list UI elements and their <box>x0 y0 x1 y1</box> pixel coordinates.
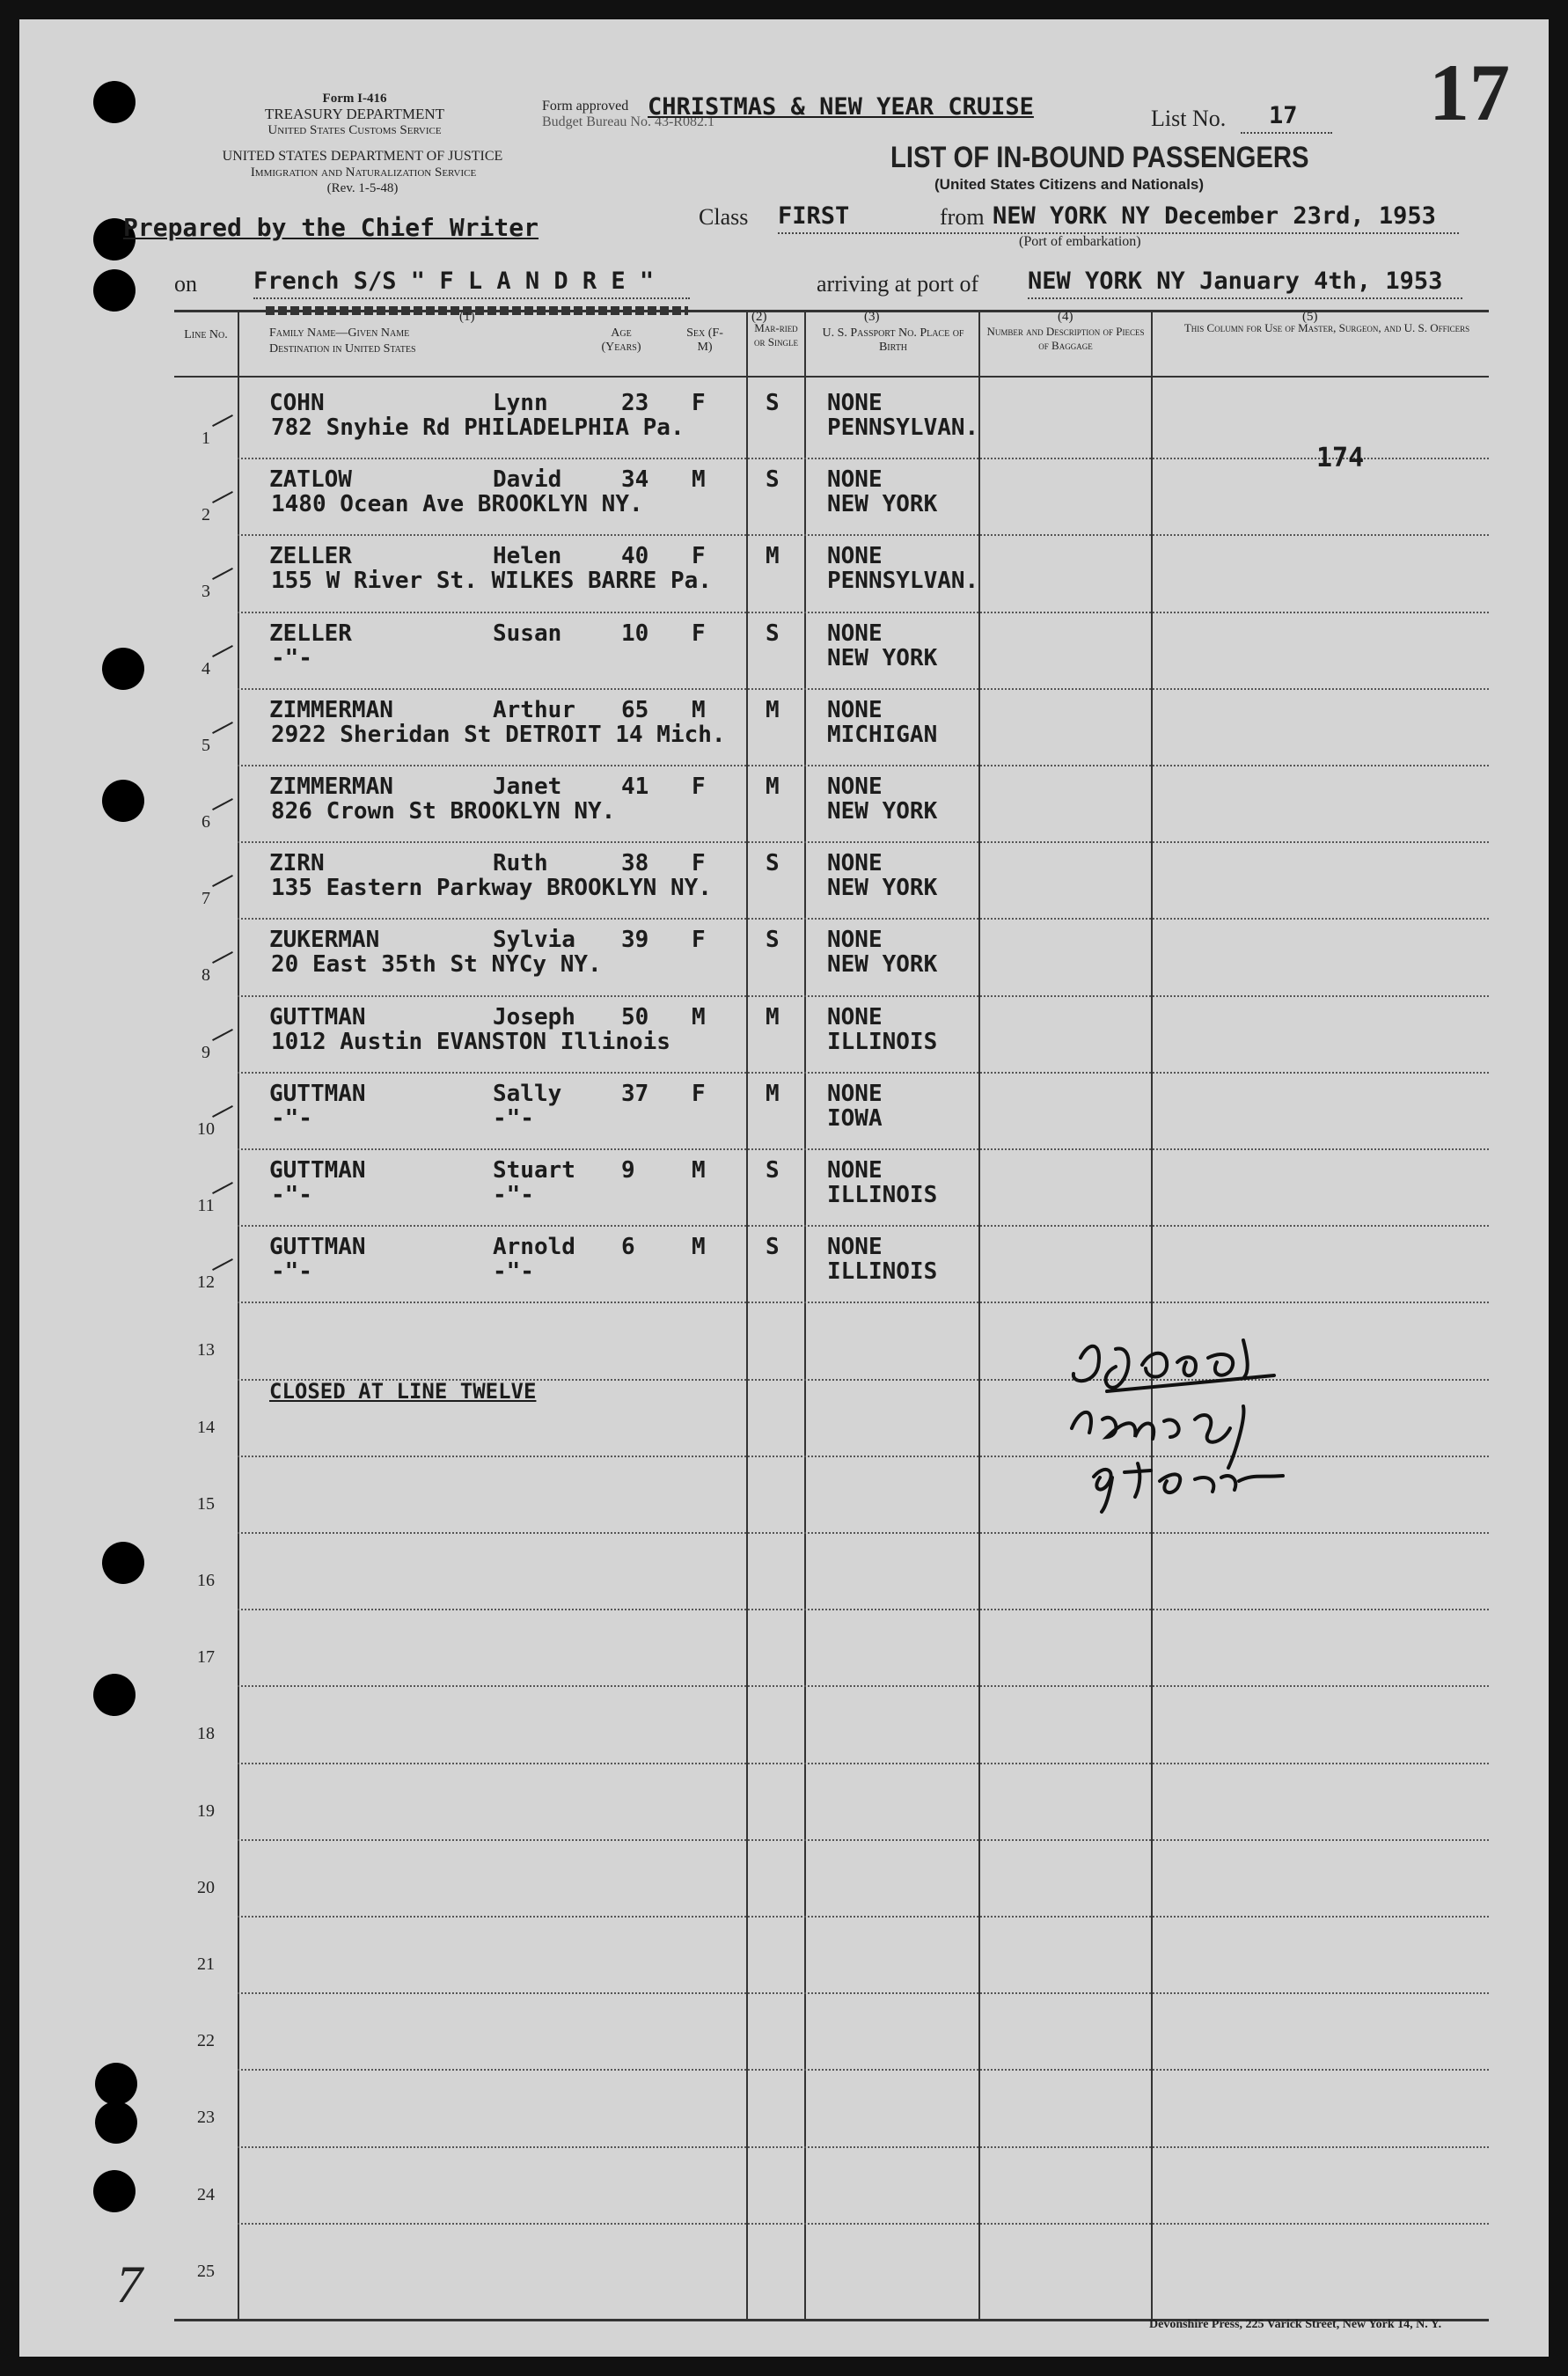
column-number: (1) <box>459 310 475 324</box>
row-divider <box>238 1532 1489 1534</box>
line-number: 11 <box>197 1196 215 1215</box>
embarkation-note: (Port of embarkation) <box>1019 234 1141 249</box>
passport-number: NONE <box>827 466 883 494</box>
header-age: Age (Years) <box>601 326 641 354</box>
place-of-birth: ILLINOIS <box>827 1028 938 1055</box>
passenger-given-name: Joseph <box>493 1003 575 1030</box>
row-divider <box>238 612 1489 613</box>
immigration-service: Immigration and Naturalization Service <box>250 165 477 180</box>
line-number: 2 <box>201 505 210 525</box>
row-divider <box>238 918 1489 920</box>
passenger-given-name: Janet <box>493 774 562 800</box>
passport-number: NONE <box>827 620 883 647</box>
header-name: Family Name—Given Name <box>269 326 410 340</box>
row-divider <box>238 1916 1489 1918</box>
line-number: 23 <box>197 2108 215 2128</box>
header-baggage: Number and Description of Pieces of Baggage <box>986 325 1145 352</box>
passenger-family-name: GUTTMAN <box>269 1080 366 1107</box>
column-divider <box>1151 312 1153 2319</box>
passenger-age: 6 <box>621 1234 635 1261</box>
passenger-destination: 826 Crown St BROOKLYN NY. <box>271 798 616 825</box>
passenger-given-name: Ruth <box>493 850 548 877</box>
passenger-given-name: Stuart <box>493 1157 575 1184</box>
passenger-destination-ditto: -"- <box>493 1258 534 1286</box>
passport-number: NONE <box>827 1234 883 1261</box>
passenger-age: 41 <box>621 774 649 800</box>
inspector-signature <box>1054 1323 1424 1516</box>
passenger-family-name: ZELLER <box>269 543 352 570</box>
arriving-value: NEW YORK NY January 4th, 1953 <box>1028 268 1443 295</box>
passenger-sex: M <box>692 466 706 494</box>
passenger-marital-status: M <box>766 774 780 800</box>
punch-hole <box>102 648 144 690</box>
class-value: FIRST <box>778 202 850 230</box>
passenger-age: 39 <box>621 927 649 954</box>
passenger-marital-status: S <box>766 927 780 954</box>
line-number: 19 <box>197 1800 215 1821</box>
form-revision: (Rev. 1-5-48) <box>326 181 399 195</box>
line-number: 6 <box>201 812 210 832</box>
line-number: 24 <box>197 2184 215 2204</box>
passenger-age: 65 <box>621 696 649 723</box>
line-number: 20 <box>197 1877 215 1897</box>
place-of-birth: NEW YORK <box>827 491 938 518</box>
line-number: 12 <box>197 1272 215 1293</box>
place-of-birth: ILLINOIS <box>827 1182 938 1208</box>
header-divider <box>174 376 1489 378</box>
passenger-destination: 782 Snyhie Rd PHILADELPHIA Pa. <box>271 414 685 441</box>
header-passport: U. S. Passport No. Place of Birth <box>822 326 964 354</box>
line-check-mark <box>212 1105 233 1118</box>
passenger-sex: F <box>692 620 706 647</box>
line-number: 3 <box>201 582 210 602</box>
row-divider <box>238 688 1489 690</box>
passenger-destination: -"- <box>271 644 312 671</box>
arriving-underline <box>1028 297 1462 299</box>
passenger-sex: M <box>692 1234 706 1261</box>
passenger-family-name: ZELLER <box>269 620 352 647</box>
place-of-birth: NEW YORK <box>827 951 938 979</box>
passenger-destination: 155 W River St. WILKES BARRE Pa. <box>271 568 712 595</box>
passenger-destination: 20 East 35th St NYCy NY. <box>271 951 602 979</box>
passport-number: NONE <box>827 390 883 416</box>
line-check-mark <box>212 951 233 964</box>
passenger-family-name: ZUKERMAN <box>269 927 380 954</box>
line-check-mark <box>212 875 233 887</box>
passenger-marital-status: S <box>766 850 780 877</box>
passenger-family-name: ZATLOW <box>269 466 352 494</box>
passenger-destination: 1480 Ocean Ave BROOKLYN NY. <box>271 491 643 518</box>
row-divider <box>238 2069 1489 2071</box>
column-divider <box>804 312 806 2319</box>
line-number: 8 <box>201 965 210 986</box>
column-number: (3) <box>864 310 880 324</box>
cruise-title: CHRISTMAS & NEW YEAR CRUISE <box>648 93 1034 121</box>
line-number: 15 <box>197 1493 215 1514</box>
officer-note: 174 <box>1316 443 1365 473</box>
signature-scribble <box>1054 1323 1424 1516</box>
row-divider <box>238 1763 1489 1764</box>
passenger-age: 40 <box>621 543 649 570</box>
passenger-table <box>174 310 1489 2321</box>
header-line-no: Line No. <box>184 328 228 341</box>
passenger-sex: F <box>692 390 706 416</box>
list-underline <box>1241 132 1332 134</box>
passenger-destination: 135 Eastern Parkway BROOKLYN NY. <box>271 875 712 902</box>
passenger-destination: -"- <box>271 1104 312 1132</box>
punch-hole <box>93 2170 136 2212</box>
form-approved: Form approved <box>542 99 629 114</box>
line-number: 21 <box>197 1954 215 1974</box>
passenger-age: 9 <box>621 1157 635 1184</box>
place-of-birth: NEW YORK <box>827 644 938 671</box>
row-divider <box>238 1839 1489 1841</box>
row-divider <box>238 1302 1489 1303</box>
line-number: 16 <box>197 1571 215 1590</box>
from-label: from <box>940 204 985 230</box>
place-of-birth: ILLINOIS <box>827 1258 938 1286</box>
line-check-mark <box>212 722 233 734</box>
line-number: 22 <box>197 2031 215 2051</box>
list-number: 17 <box>1269 102 1298 129</box>
passenger-sex: M <box>692 1157 706 1184</box>
row-divider <box>238 2223 1489 2225</box>
line-number: 17 <box>197 1647 215 1668</box>
list-label: List No. <box>1151 106 1227 131</box>
passenger-marital-status: S <box>766 1157 780 1184</box>
line-check-mark <box>212 568 233 580</box>
line-number: 5 <box>201 735 210 755</box>
row-divider <box>238 995 1489 997</box>
passenger-sex: F <box>692 927 706 954</box>
line-number: 1 <box>201 429 210 448</box>
passenger-marital-status: M <box>766 543 780 570</box>
passenger-sex: F <box>692 543 706 570</box>
passenger-age: 37 <box>621 1080 649 1107</box>
vessel-underline <box>253 297 690 299</box>
passenger-marital-status: S <box>766 620 780 647</box>
header-destination: Destination in United States <box>269 342 416 356</box>
passport-number: NONE <box>827 927 883 954</box>
passenger-marital-status: S <box>766 1234 780 1261</box>
passenger-given-name: Lynn <box>493 390 548 416</box>
passenger-sex: M <box>692 696 706 723</box>
line-check-mark <box>212 414 233 427</box>
passenger-marital-status: M <box>766 1080 780 1107</box>
column-divider <box>978 312 980 2319</box>
row-divider <box>238 1072 1489 1074</box>
punch-hole <box>95 2063 137 2105</box>
passenger-given-name: David <box>493 466 562 494</box>
punch-hole <box>93 81 136 123</box>
passenger-family-name: COHN <box>269 390 325 416</box>
row-divider <box>238 765 1489 766</box>
passenger-destination-ditto: -"- <box>493 1104 534 1132</box>
arriving-label: arriving at port of <box>817 271 979 297</box>
passenger-marital-status: M <box>766 1003 780 1030</box>
passenger-marital-status: S <box>766 390 780 416</box>
manifest-sheet <box>19 19 1549 2357</box>
passenger-sex: M <box>692 1003 706 1030</box>
row-divider <box>238 1685 1489 1687</box>
row-divider <box>238 1609 1489 1610</box>
line-check-mark <box>212 1182 233 1194</box>
customs-service: United States Customs Service <box>267 123 442 137</box>
passenger-family-name: GUTTMAN <box>269 1003 366 1030</box>
passenger-given-name: Susan <box>493 620 562 647</box>
passport-number: NONE <box>827 850 883 877</box>
passenger-destination: 2922 Sheridan St DETROIT 14 Mich. <box>271 721 726 748</box>
line-check-mark <box>212 645 233 657</box>
passport-number: NONE <box>827 774 883 800</box>
passenger-marital-status: S <box>766 466 780 494</box>
column-number: (5) <box>1302 310 1318 324</box>
passenger-age: 50 <box>621 1003 649 1030</box>
column-number: (2) <box>751 310 767 324</box>
column-number: (4) <box>1058 310 1073 324</box>
header-married: Mar-ried or Single <box>754 321 798 348</box>
place-of-birth: NEW YORK <box>827 875 938 902</box>
line-check-mark <box>212 1029 233 1041</box>
place-of-birth: PENNSYLVAN. <box>827 568 979 595</box>
printer-imprint: Devonshire Press, 225 Varick Street, New York 14, N. Y. <box>1149 2318 1442 2331</box>
passenger-marital-status: M <box>766 696 780 723</box>
passenger-given-name: Arnold <box>493 1234 575 1261</box>
passenger-family-name: ZIRN <box>269 850 325 877</box>
passenger-family-name: GUTTMAN <box>269 1234 366 1261</box>
passport-number: NONE <box>827 543 883 570</box>
row-divider <box>238 2146 1489 2148</box>
line-number: 9 <box>201 1042 210 1062</box>
header-sex: Sex (F-M) <box>686 326 723 354</box>
place-of-birth: PENNSYLVAN. <box>827 414 979 441</box>
passenger-destination: -"- <box>271 1182 312 1208</box>
place-of-birth: NEW YORK <box>827 798 938 825</box>
closed-statement: CLOSED AT LINE TWELVE <box>269 1379 537 1404</box>
row-divider <box>238 1225 1489 1227</box>
passenger-family-name: GUTTMAN <box>269 1157 366 1184</box>
line-number: 7 <box>201 889 210 909</box>
line-check-mark <box>212 798 233 810</box>
passenger-family-name: ZIMMERMAN <box>269 696 393 723</box>
passenger-sex: F <box>692 850 706 877</box>
passenger-age: 38 <box>621 850 649 877</box>
passenger-family-name: ZIMMERMAN <box>269 774 393 800</box>
prepared-by: Prepared by the Chief Writer <box>123 213 539 242</box>
place-of-birth: MICHIGAN <box>827 721 938 748</box>
passenger-given-name: Sally <box>493 1080 562 1107</box>
column-divider <box>238 312 239 2319</box>
line-number: 18 <box>197 1724 215 1744</box>
row-divider <box>238 1992 1489 1994</box>
passenger-destination-ditto: -"- <box>493 1182 534 1208</box>
row-divider <box>238 1148 1489 1150</box>
passport-number: NONE <box>827 1080 883 1107</box>
form-number: Form I-416 <box>322 92 387 106</box>
from-value: NEW YORK NY December 23rd, 1953 <box>993 202 1436 230</box>
header-officers: This Column for Use of Master, Surgeon, and U. S. Officers <box>1183 321 1470 334</box>
passport-number: NONE <box>827 696 883 723</box>
passport-number: NONE <box>827 1157 883 1184</box>
passenger-sex: F <box>692 1080 706 1107</box>
line-number: 4 <box>201 658 210 678</box>
passenger-given-name: Helen <box>493 543 562 570</box>
row-divider <box>238 458 1489 459</box>
line-number: 25 <box>197 2261 215 2281</box>
passenger-age: 23 <box>621 390 649 416</box>
punch-hole <box>93 1674 136 1716</box>
passport-number: NONE <box>827 1003 883 1030</box>
passenger-destination: -"- <box>271 1258 312 1286</box>
class-label: Class <box>699 204 749 230</box>
sheet-number: 17 <box>1429 48 1510 137</box>
manifest-title: LIST OF IN-BOUND PASSENGERS <box>890 141 1309 174</box>
passenger-sex: F <box>692 774 706 800</box>
treasury-department: TREASURY DEPARTMENT <box>264 106 445 122</box>
punch-hole <box>95 2101 137 2144</box>
passenger-given-name: Arthur <box>493 696 575 723</box>
budget-bureau: Budget Bureau No. 43-R082.1 <box>542 114 714 129</box>
line-check-mark <box>212 491 233 503</box>
line-check-mark <box>212 1258 233 1271</box>
line-number: 10 <box>197 1118 215 1139</box>
punch-hole <box>102 780 144 822</box>
manifest-subtitle: (United States Citizens and Nationals) <box>934 176 1205 193</box>
place-of-birth: IOWA <box>827 1104 883 1132</box>
passenger-age: 10 <box>621 620 649 647</box>
passenger-given-name: Sylvia <box>493 927 575 954</box>
line-number: 13 <box>197 1340 215 1360</box>
column-divider <box>746 312 748 2319</box>
line-number: 14 <box>197 1417 215 1437</box>
justice-department: UNITED STATES DEPARTMENT OF JUSTICE <box>222 149 503 164</box>
vessel-name: French S/S " F L A N D R E " <box>253 268 655 295</box>
passenger-destination: 1012 Austin EVANSTON Illinois <box>271 1028 670 1055</box>
row-divider <box>238 841 1489 843</box>
passenger-age: 34 <box>621 466 649 494</box>
on-label: on <box>174 271 197 297</box>
row-divider <box>238 534 1489 536</box>
punch-hole <box>102 1542 144 1584</box>
margin-mark: 7 <box>116 2255 143 2314</box>
punch-hole <box>93 269 136 312</box>
